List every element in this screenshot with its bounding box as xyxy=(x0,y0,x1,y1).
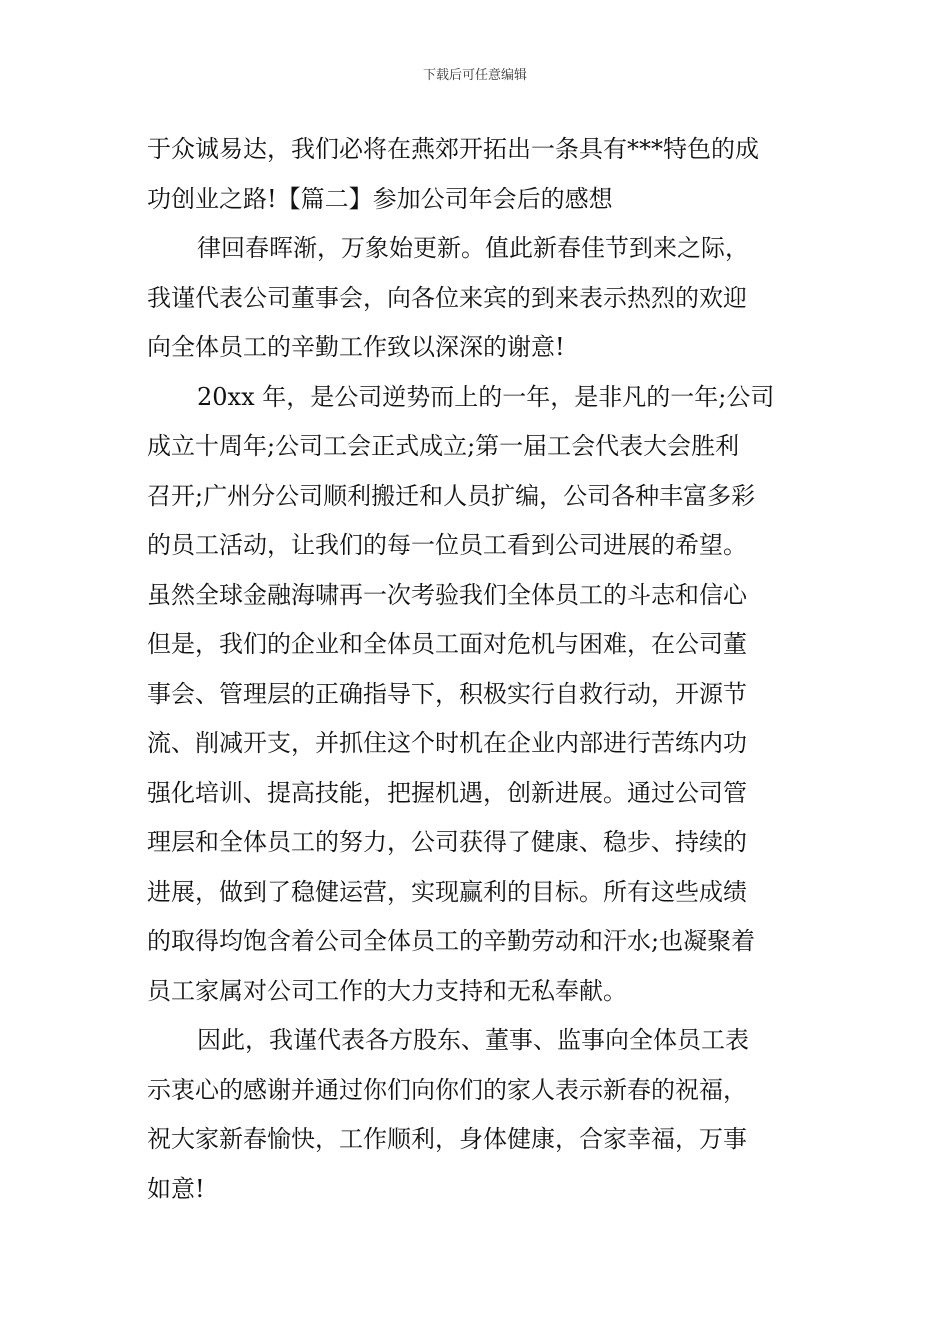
text-line: 的取得均饱含着公司全体员工的辛勤劳动和汗水;也凝聚着 xyxy=(147,927,756,955)
text-line: 因此，我谨代表各方股东、董事、监事向全体员工表 xyxy=(197,1026,749,1054)
text-line: 但是，我们的企业和全体员工面对危机与困难，在公司董 xyxy=(147,630,747,658)
text-line: 祝大家新春愉快，工作顺利，身体健康，合家幸福，万事 xyxy=(147,1125,747,1153)
text-line: 强化培训、提高技能，把握机遇，创新进展。通过公司管 xyxy=(147,778,747,807)
text-line: 功创业之路!【篇二】参加公司年会后的感想 xyxy=(147,184,613,213)
text-line: 20xx 年，是公司逆势而上的一年，是非凡的一年;公司 xyxy=(197,382,775,411)
paragraph-2 xyxy=(147,224,807,373)
text-line: 示衷心的感谢并通过你们向你们的家人表示新春的祝福， xyxy=(147,1075,747,1104)
paragraph-4 xyxy=(147,1016,807,1214)
text-line: 理层和全体员工的努力，公司获得了健康、稳步、持续的 xyxy=(147,828,747,856)
page-header: 下载后可任意编辑 xyxy=(422,68,527,83)
paragraph-3 xyxy=(147,373,807,1017)
text-line: 流、削减开支，并抓住这个时机在企业内部进行苦练内功 xyxy=(147,729,747,757)
text-line: 虽然全球金融海啸再一次考验我们全体员工的斗志和信心 xyxy=(147,580,747,609)
text-line: 成立十周年;公司工会正式成立;第一届工会代表大会胜利 xyxy=(147,432,740,460)
text-line: 进展，做到了稳健运营，实现赢利的目标。所有这些成绩 xyxy=(147,877,747,906)
text-line: 召开;广州分公司顺利搬迁和人员扩编，公司各种丰富多彩 xyxy=(147,481,756,510)
paragraph-1 xyxy=(147,125,807,224)
text-line: 员工家属对公司工作的大力支持和无私奉献。 xyxy=(147,976,627,1005)
text-line: 事会、管理层的正确指导下，积极实行自救行动，开源节 xyxy=(147,679,747,708)
text-line: 如意! xyxy=(147,1174,205,1203)
document-body xyxy=(147,125,807,1214)
text-line: 的员工活动，让我们的每一位员工看到公司进展的希望。 xyxy=(147,531,747,559)
text-line: 向全体员工的辛勤工作致以深深的谢意! xyxy=(147,333,565,361)
text-line: 我谨代表公司董事会，向各位来宾的到来表示热烈的欢迎 xyxy=(147,283,747,312)
text-line: 于众诚易达，我们必将在燕郊开拓出一条具有***特色的成 xyxy=(147,135,759,163)
text-line: 律回春晖渐，万象始更新。值此新春佳节到来之际， xyxy=(197,234,749,262)
